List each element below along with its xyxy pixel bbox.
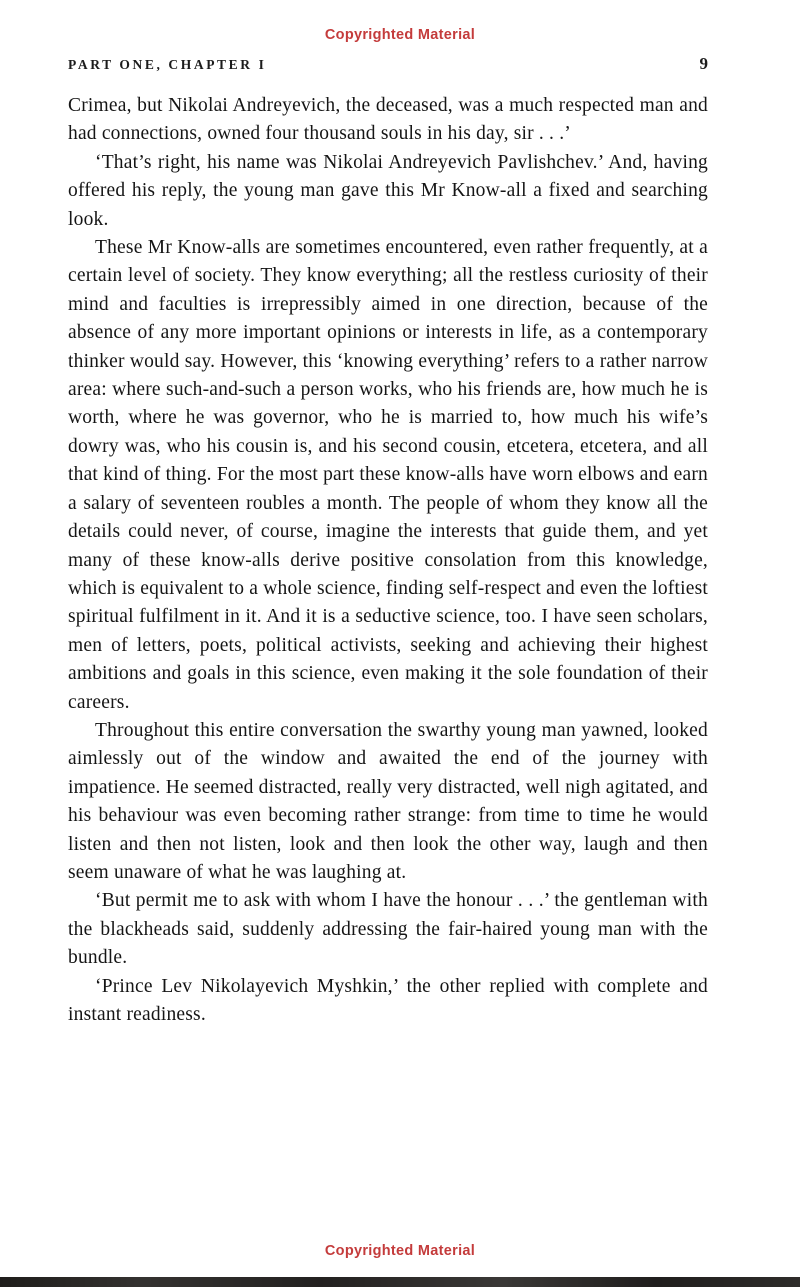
paragraph: ‘But permit me to ask with whom I have the honour . . .’ the gentleman with the blackheads said, suddenly addressing the fair-haired young man with the bundle. <box>68 890 708 969</box>
scan-edge-bar <box>0 1277 800 1287</box>
page-body-text <box>68 92 708 1029</box>
copyright-notice-bottom: Copyrighted Material <box>324 1243 476 1259</box>
paragraph: ‘Prince Lev Nikolayevich Myshkin,’ the other replied with complete and instant readiness. <box>68 975 708 1025</box>
paragraph: Crimea, but Nikolai Andreyevich, the deceased, was a much respected man and had connections, owned four thousand souls in his day, sir . . .’ <box>68 95 708 145</box>
running-title: PART ONE, CHAPTER I <box>68 57 267 72</box>
paragraph: ‘That’s right, his name was Nikolai Andreyevich Pavlishchev.’ And, having offered his reply, the young man gave this Mr Know-all a fixed and searching look. <box>68 151 708 230</box>
running-header <box>68 54 708 74</box>
paragraph: These Mr Know-alls are sometimes encountered, even rather frequently, at a certain level of society. They know everything; all the restless curiosity of their mind and faculties is irrepressibly aimed in one direction, because of the absence of any more important opinions or interests in life, as a contemporary thinker would say. However, this ‘knowing everything’ refers to a rather narrow area: where such-and-such a person works, who his friends are, how much he is worth, where he was governor, who he is married to, how much his wife’s dowry was, who his cousin is, and his second cousin, etcetera, etcetera, and all that kind of thing. For the most part these know-alls have worn elbows and earn a salary of seventeen roubles a month. The people of whom they know all the details could never, of course, imagine the interests that guide them, and yet many of these know-alls derive positive consolation from this knowledge, which is equivalent to a whole science, finding self-respect and even the loftiest spiritual fulfilment in it. And it is a seductive science, too. I have seen scholars, men of letters, poets, political activists, seeking and achieving their highest ambitions and goals in this science, even making it the sole foundation of their careers. <box>68 237 708 713</box>
paragraph: Throughout this entire conversation the swarthy young man yawned, looked aimlessly out of the window and awaited the end of the journey with impatience. He seemed distracted, really very distracted, well nigh agitated, and his behaviour was even becoming rather strange: from time to time he would listen and then not listen, look and then look the other way, laugh and then seem unaware of what he was laughing at. <box>68 719 708 883</box>
page-number: 9 <box>699 54 708 73</box>
copyright-notice-top: Copyrighted Material <box>324 27 476 43</box>
